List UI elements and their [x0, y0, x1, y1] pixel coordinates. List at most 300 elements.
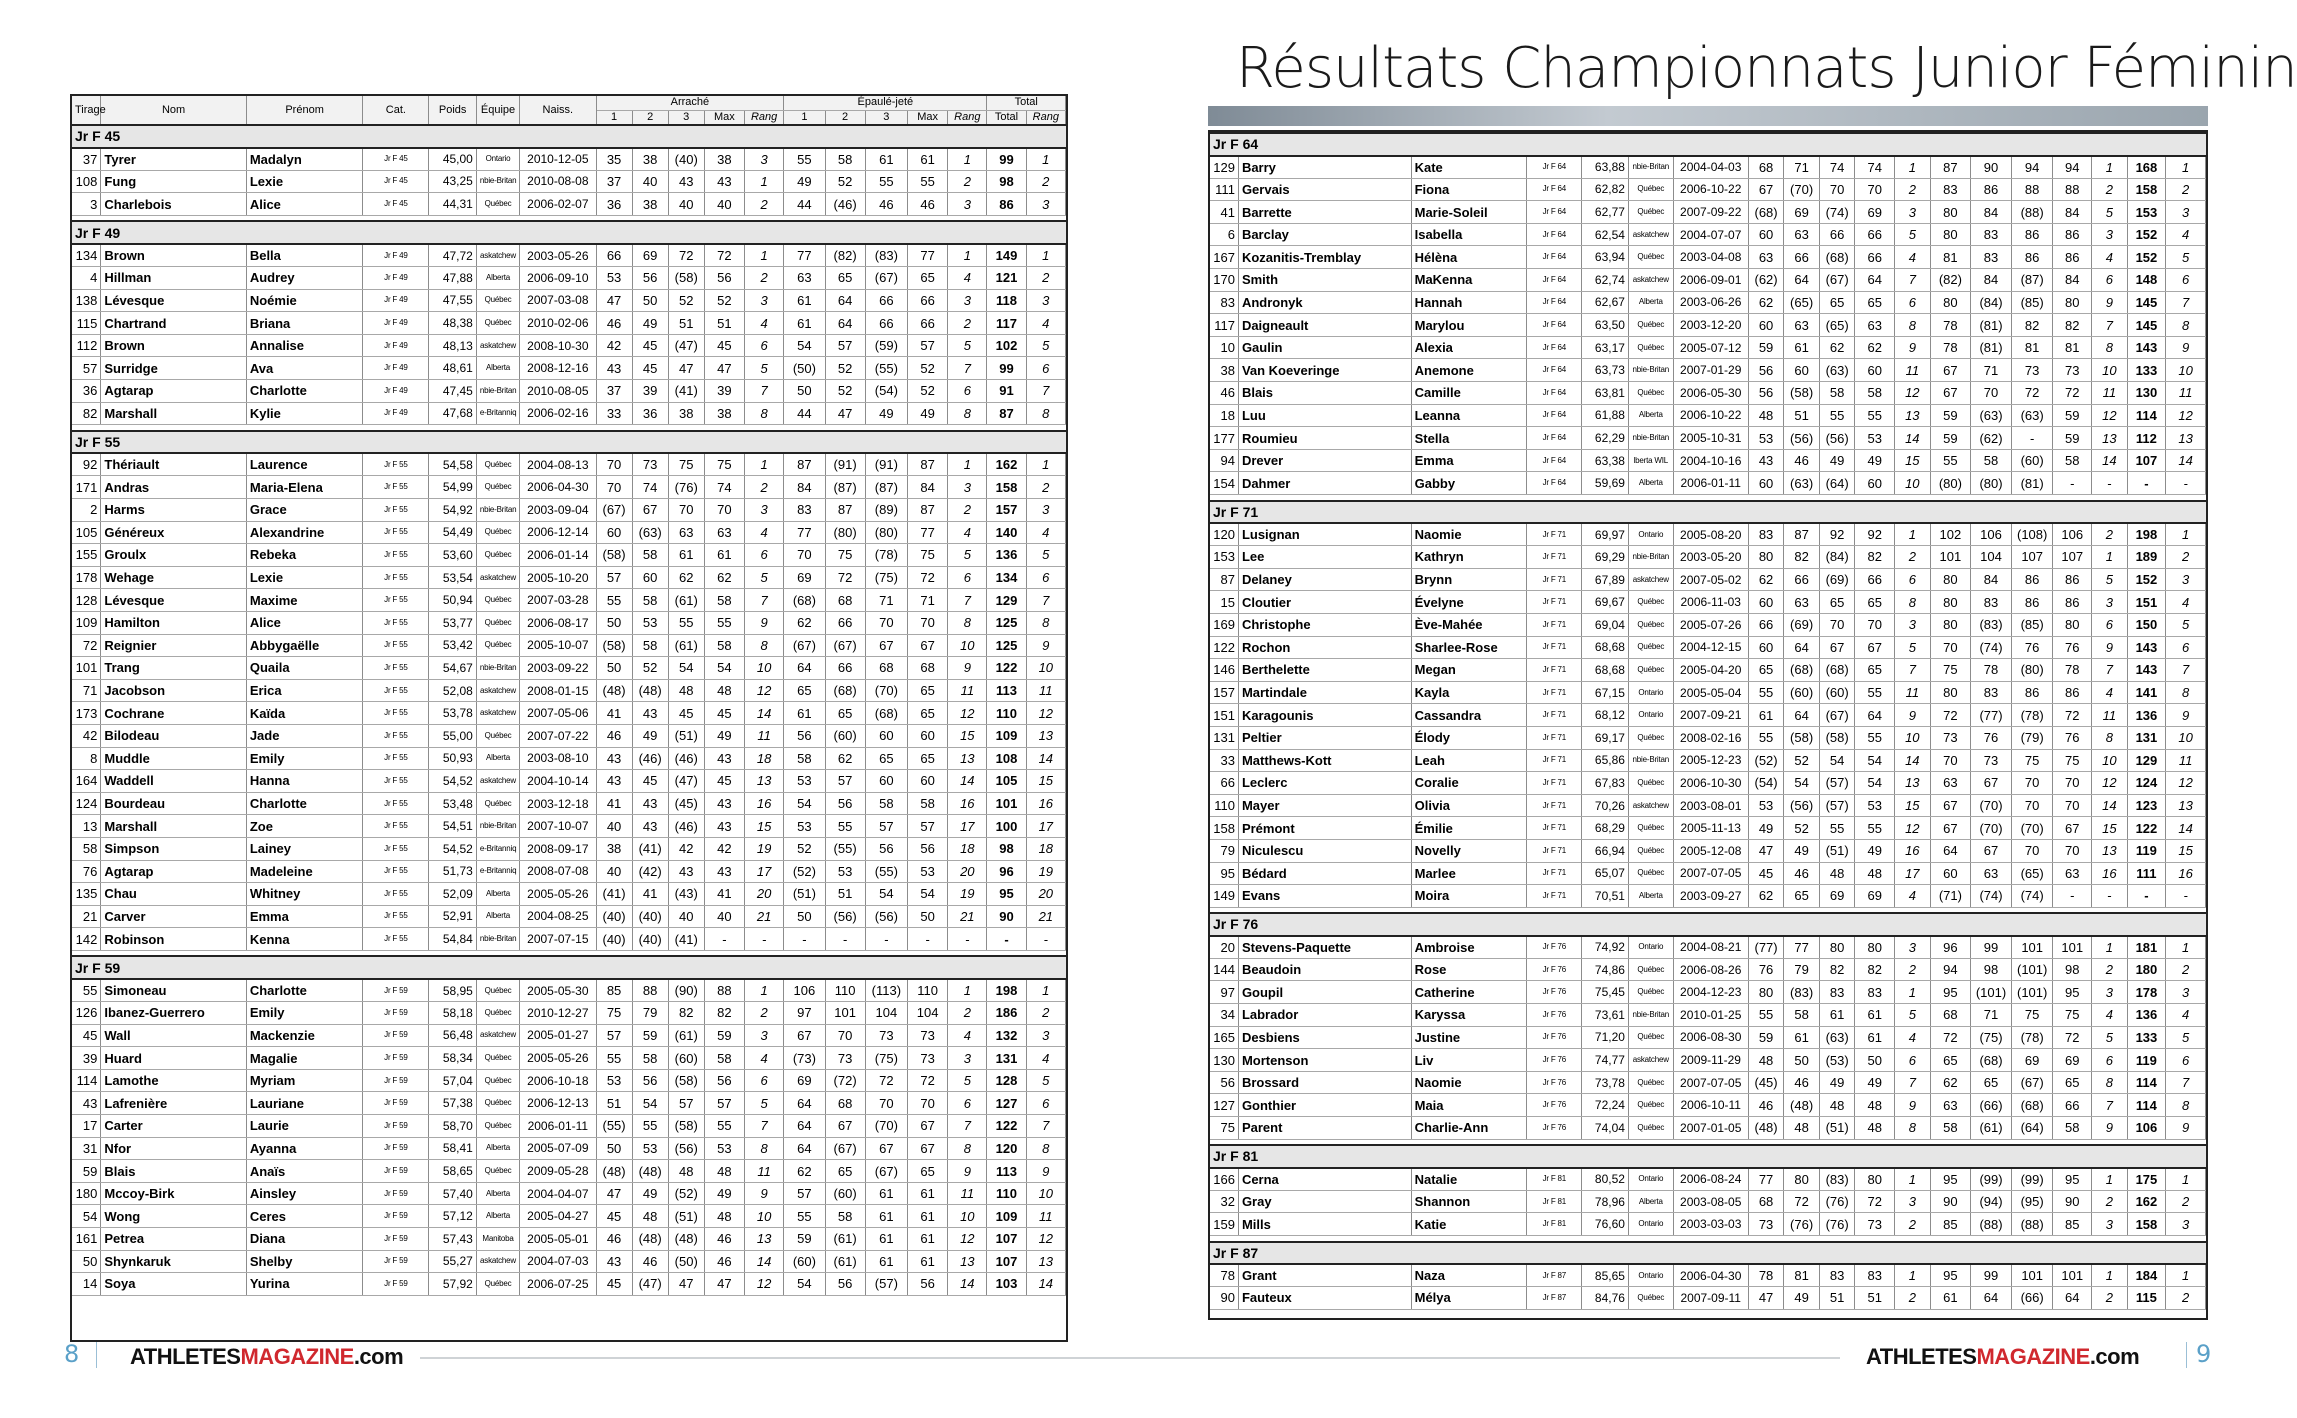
epaule-rang-cell: 8 — [948, 611, 987, 634]
nom-cell: Roumieu — [1238, 427, 1411, 450]
poids-cell: 62,74 — [1582, 269, 1629, 292]
epaule-3-cell: (80) — [2011, 659, 2053, 682]
poids-cell: 67,83 — [1582, 772, 1629, 795]
arrache-2-cell: (56) — [1784, 427, 1820, 450]
total-rang-cell: 13 — [1026, 1250, 1065, 1273]
tirage-cell: 173 — [72, 702, 101, 725]
arrache-max-cell: 48 — [704, 1205, 744, 1228]
arrache-max-cell: 55 — [704, 1115, 744, 1138]
table-row — [1210, 336, 2206, 359]
prenom-cell: Rose — [1411, 958, 1527, 981]
epaule-max-cell: 106 — [2053, 523, 2092, 546]
epaule-rang-cell: 3 — [2092, 223, 2128, 246]
arrache-rang-cell: 5 — [1895, 1004, 1931, 1027]
naiss-cell: 2003-09-22 — [520, 657, 596, 680]
epaule-1-cell: (68) — [784, 589, 825, 612]
epaule-rang-cell: 4 — [2092, 681, 2128, 704]
category-label: Jr F 45 — [72, 125, 1066, 148]
arrache-1-cell: 55 — [1748, 726, 1784, 749]
arrache-rang-cell: 13 — [745, 770, 784, 793]
arrache-max-cell: 53 — [1855, 794, 1895, 817]
epaule-1-cell: 62 — [784, 1160, 825, 1183]
tirage-cell: 114 — [72, 1069, 101, 1092]
epaule-3-cell: 94 — [2011, 156, 2053, 179]
tirage-cell: 159 — [1210, 1213, 1238, 1236]
arrache-3-cell: (67) — [1819, 704, 1855, 727]
epaule-2-cell: 58 — [825, 148, 865, 171]
epaule-1-cell: 58 — [784, 747, 825, 770]
arrache-3-cell: 65 — [1819, 591, 1855, 614]
total-cell: 114 — [2127, 1094, 2166, 1117]
table-row — [72, 1137, 1066, 1160]
nom-cell: Blais — [1238, 382, 1411, 405]
nom-cell: Carter — [101, 1115, 246, 1138]
epaule-rang-cell: 10 — [948, 1205, 987, 1228]
arrache-3-cell: (61) — [668, 589, 704, 612]
epaule-rang-cell: 18 — [948, 837, 987, 860]
epaule-rang-cell: 1 — [2092, 936, 2128, 959]
arrache-1-cell: 63 — [1748, 246, 1784, 269]
arrache-2-cell: 36 — [632, 402, 668, 425]
header-e3: 3 — [865, 110, 907, 125]
total-cell: 145 — [2127, 291, 2166, 314]
equipe-cell: Alberta — [476, 883, 519, 906]
epaule-2-cell: 65 — [825, 1160, 865, 1183]
total-cell: 106 — [2127, 1117, 2166, 1140]
total-rang-cell: 12 — [1026, 1228, 1065, 1251]
epaule-1-cell: 49 — [784, 170, 825, 193]
epaule-3-cell: 55 — [865, 170, 907, 193]
arrache-3-cell: 49 — [1819, 449, 1855, 472]
total-rang-cell: 5 — [1026, 544, 1065, 567]
epaule-3-cell: (55) — [865, 860, 907, 883]
epaule-1-cell: 57 — [784, 1182, 825, 1205]
epaule-rang-cell: 12 — [2092, 404, 2128, 427]
epaule-1-cell: 67 — [1930, 794, 1971, 817]
epaule-max-cell: 86 — [2053, 591, 2092, 614]
epaule-rang-cell: 2 — [948, 1002, 987, 1025]
table-row — [1210, 1094, 2206, 1117]
epaule-max-cell: 95 — [2053, 1168, 2092, 1191]
epaule-2-cell: (81) — [1971, 336, 2012, 359]
epaule-3-cell: (54) — [865, 380, 907, 403]
naiss-cell: 2008-02-16 — [1673, 726, 1748, 749]
naiss-cell: 2010-08-05 — [520, 380, 596, 403]
prenom-cell: Olivia — [1411, 794, 1527, 817]
nom-cell: Simpson — [101, 837, 246, 860]
tirage-cell: 97 — [1210, 981, 1238, 1004]
prenom-cell: Justine — [1411, 1026, 1527, 1049]
naiss-cell: 2006-10-30 — [1673, 772, 1748, 795]
arrache-2-cell: 79 — [632, 1002, 668, 1025]
equipe-cell: askatchew — [476, 566, 519, 589]
naiss-cell: 2004-08-13 — [520, 453, 596, 476]
arrache-3-cell: 92 — [1819, 523, 1855, 546]
nom-cell: Chau — [101, 883, 246, 906]
arrache-rang-cell: 16 — [745, 792, 784, 815]
nom-cell: Cerna — [1238, 1168, 1411, 1191]
arrache-1-cell: 48 — [1748, 1049, 1784, 1072]
arrache-2-cell: (60) — [1784, 681, 1820, 704]
nom-cell: Luu — [1238, 404, 1411, 427]
total-rang-cell: 5 — [2166, 613, 2206, 636]
nom-cell: Lévesque — [101, 289, 246, 312]
arrache-1-cell: 60 — [1748, 591, 1784, 614]
nom-cell: Agtarap — [101, 380, 246, 403]
arrache-2-cell: 56 — [632, 267, 668, 290]
arrache-3-cell: (51) — [668, 1205, 704, 1228]
table-row — [1210, 636, 2206, 659]
total-cell: 131 — [987, 1047, 1026, 1070]
poids-cell: 74,04 — [1582, 1117, 1629, 1140]
tirage-cell: 79 — [1210, 839, 1238, 862]
arrache-rang-cell: 1 — [1895, 156, 1931, 179]
epaule-1-cell: 69 — [784, 1069, 825, 1092]
epaule-max-cell: 85 — [2053, 1213, 2092, 1236]
left-results-panel — [70, 94, 1068, 1342]
total-rang-cell: 3 — [1026, 193, 1065, 216]
arrache-max-cell: 75 — [704, 453, 744, 476]
header-tirage: Tirage — [72, 96, 101, 125]
arrache-2-cell: 71 — [1784, 156, 1820, 179]
epaule-2-cell: (75) — [1971, 1026, 2012, 1049]
total-cell: 143 — [2127, 659, 2166, 682]
header-poids: Poids — [429, 96, 476, 125]
total-cell: 129 — [987, 589, 1026, 612]
total-cell: 158 — [987, 476, 1026, 499]
arrache-2-cell: 49 — [1784, 1287, 1820, 1310]
arrache-2-cell: (63) — [632, 521, 668, 544]
arrache-2-cell: 63 — [1784, 314, 1820, 337]
naiss-cell: 2006-12-13 — [520, 1092, 596, 1115]
arrache-rang-cell: 13 — [1895, 404, 1931, 427]
prenom-cell: Naomie — [1411, 1071, 1527, 1094]
tirage-cell: 83 — [1210, 291, 1238, 314]
prenom-cell: Erica — [246, 679, 363, 702]
epaule-1-cell: 102 — [1930, 523, 1971, 546]
table-row — [72, 928, 1066, 951]
cat-cell: Jr F 64 — [1527, 427, 1582, 450]
epaule-max-cell: 71 — [908, 589, 948, 612]
epaule-max-cell: 70 — [2053, 772, 2092, 795]
equipe-cell: askatchew — [1628, 1049, 1673, 1072]
equipe-cell: askatchew — [476, 244, 519, 267]
arrache-rang-cell: 2 — [1895, 178, 1931, 201]
cat-cell: Jr F 59 — [363, 1024, 429, 1047]
epaule-rang-cell: 16 — [948, 792, 987, 815]
cat-cell: Jr F 71 — [1527, 523, 1582, 546]
arrache-rang-cell: 10 — [745, 1205, 784, 1228]
epaule-2-cell: 52 — [825, 170, 865, 193]
epaule-rang-cell: 1 — [948, 453, 987, 476]
header-naiss: Naiss. — [520, 96, 596, 125]
nom-cell: Charlebois — [101, 193, 246, 216]
equipe-cell: Manitoba — [476, 1228, 519, 1251]
epaule-1-cell: 95 — [1930, 1264, 1971, 1287]
equipe-cell: nbie-Britan — [1628, 156, 1673, 179]
arrache-max-cell: 49 — [1855, 839, 1895, 862]
equipe-cell: Québec — [1628, 1287, 1673, 1310]
cat-cell: Jr F 64 — [1527, 336, 1582, 359]
poids-cell: 74,77 — [1582, 1049, 1629, 1072]
header-rang: Rang — [745, 110, 784, 125]
prenom-cell: Élody — [1411, 726, 1527, 749]
prenom-cell: Ava — [246, 357, 363, 380]
epaule-max-cell: 95 — [2053, 981, 2092, 1004]
epaule-3-cell: 61 — [865, 1228, 907, 1251]
arrache-max-cell: 40 — [704, 193, 744, 216]
arrache-2-cell: 58 — [632, 634, 668, 657]
poids-cell: 68,68 — [1582, 636, 1629, 659]
arrache-max-cell: 58 — [704, 1047, 744, 1070]
epaule-2-cell: 64 — [1971, 1287, 2012, 1310]
nom-cell: Prémont — [1238, 817, 1411, 840]
tirage-cell: 131 — [1210, 726, 1238, 749]
table-row — [72, 1002, 1066, 1025]
arrache-2-cell: 52 — [632, 657, 668, 680]
footer-brand-right — [1866, 1344, 2139, 1370]
arrache-max-cell: 88 — [704, 979, 744, 1002]
epaule-rang-cell: 11 — [948, 1182, 987, 1205]
epaule-1-cell: 63 — [784, 267, 825, 290]
equipe-cell: nbie-Britan — [1628, 427, 1673, 450]
arrache-rang-cell: 2 — [745, 476, 784, 499]
table-row — [72, 170, 1066, 193]
total-cell: 91 — [987, 380, 1026, 403]
total-rang-cell: 8 — [2166, 681, 2206, 704]
cat-cell: Jr F 55 — [363, 792, 429, 815]
nom-cell: Soya — [101, 1273, 246, 1296]
total-cell: 153 — [2127, 201, 2166, 224]
arrache-2-cell: 88 — [632, 979, 668, 1002]
prenom-cell: Charlotte — [246, 380, 363, 403]
total-cell: 95 — [987, 883, 1026, 906]
equipe-cell: Québec — [1628, 839, 1673, 862]
arrache-3-cell: 58 — [1819, 382, 1855, 405]
total-rang-cell: 5 — [1026, 1069, 1065, 1092]
epaule-2-cell: (46) — [825, 193, 865, 216]
poids-cell: 68,68 — [1582, 659, 1629, 682]
arrache-max-cell: 48 — [704, 679, 744, 702]
epaule-3-cell: 86 — [2011, 591, 2053, 614]
poids-cell: 66,94 — [1582, 839, 1629, 862]
prenom-cell: Maria-Elena — [246, 476, 363, 499]
nom-cell: Simoneau — [101, 979, 246, 1002]
tirage-cell: 142 — [72, 928, 101, 951]
equipe-cell: Québec — [476, 1092, 519, 1115]
equipe-cell: askatchew — [476, 334, 519, 357]
prenom-cell: Leah — [1411, 749, 1527, 772]
poids-cell: 67,89 — [1582, 568, 1629, 591]
epaule-3-cell: (78) — [865, 544, 907, 567]
tirage-cell: 42 — [72, 724, 101, 747]
epaule-rang-cell: 2 — [948, 170, 987, 193]
arrache-rang-cell: 9 — [1895, 704, 1931, 727]
total-rang-cell: 4 — [2166, 591, 2206, 614]
epaule-rang-cell: 10 — [2092, 359, 2128, 382]
naiss-cell: 2005-05-26 — [520, 1047, 596, 1070]
epaule-max-cell: 64 — [2053, 1287, 2092, 1310]
nom-cell: Lee — [1238, 546, 1411, 569]
epaule-max-cell: 58 — [2053, 449, 2092, 472]
header-arrache: Arraché — [596, 96, 784, 110]
poids-cell: 62,67 — [1582, 291, 1629, 314]
arrache-rang-cell: 7 — [1895, 1071, 1931, 1094]
epaule-1-cell: 64 — [784, 657, 825, 680]
epaule-2-cell: 66 — [825, 611, 865, 634]
epaule-2-cell: 55 — [825, 815, 865, 838]
equipe-cell: Québec — [1628, 246, 1673, 269]
epaule-3-cell: 101 — [2011, 1264, 2053, 1287]
epaule-rang-cell: 5 — [948, 1069, 987, 1092]
arrache-1-cell: (58) — [596, 544, 632, 567]
arrache-3-cell: 52 — [668, 289, 704, 312]
epaule-rang-cell: 6 — [948, 566, 987, 589]
arrache-3-cell: 75 — [668, 453, 704, 476]
cat-cell: Jr F 59 — [363, 1160, 429, 1183]
epaule-max-cell: 46 — [908, 193, 948, 216]
epaule-rang-cell: 7 — [2092, 314, 2128, 337]
naiss-cell: 2005-12-23 — [1673, 749, 1748, 772]
arrache-2-cell: 49 — [632, 724, 668, 747]
naiss-cell: 2004-04-07 — [520, 1182, 596, 1205]
arrache-2-cell: 59 — [632, 1024, 668, 1047]
prenom-cell: Laurence — [246, 453, 363, 476]
prenom-cell: Natalie — [1411, 1168, 1527, 1191]
epaule-2-cell: 65 — [825, 702, 865, 725]
cat-cell: Jr F 64 — [1527, 291, 1582, 314]
table-row — [1210, 862, 2206, 885]
tirage-cell: 50 — [72, 1250, 101, 1273]
cat-cell: Jr F 64 — [1527, 269, 1582, 292]
epaule-rang-cell: 3 — [948, 1047, 987, 1070]
nom-cell: Reignier — [101, 634, 246, 657]
tirage-cell: 18 — [1210, 404, 1238, 427]
epaule-3-cell: 86 — [2011, 681, 2053, 704]
arrache-2-cell: 60 — [632, 566, 668, 589]
naiss-cell: 2010-02-06 — [520, 312, 596, 335]
naiss-cell: 2003-08-10 — [520, 747, 596, 770]
epaule-3-cell: 67 — [865, 1137, 907, 1160]
nom-cell: Wall — [101, 1024, 246, 1047]
arrache-max-cell: 48 — [704, 1160, 744, 1183]
nom-cell: Gray — [1238, 1190, 1411, 1213]
epaule-2-cell: (62) — [1971, 427, 2012, 450]
epaule-2-cell: (72) — [825, 1069, 865, 1092]
prenom-cell: Madalyn — [246, 148, 363, 171]
epaule-3-cell: 66 — [865, 289, 907, 312]
arrache-1-cell: 51 — [596, 1092, 632, 1115]
total-rang-cell: 1 — [2166, 523, 2206, 546]
cat-cell: Jr F 71 — [1527, 862, 1582, 885]
epaule-rang-cell: 6 — [2092, 1049, 2128, 1072]
arrache-3-cell: (74) — [1819, 201, 1855, 224]
arrache-max-cell: 73 — [1855, 1213, 1895, 1236]
total-rang-cell: 4 — [1026, 312, 1065, 335]
arrache-1-cell: 43 — [596, 747, 632, 770]
epaule-3-cell: (57) — [865, 1273, 907, 1296]
tirage-cell: 151 — [1210, 704, 1238, 727]
equipe-cell: Québec — [1628, 958, 1673, 981]
prenom-cell: Audrey — [246, 267, 363, 290]
tirage-cell: 33 — [1210, 749, 1238, 772]
tirage-cell: 177 — [1210, 427, 1238, 450]
cat-cell: Jr F 71 — [1527, 772, 1582, 795]
category-header-row — [1210, 501, 2206, 524]
table-row — [72, 589, 1066, 612]
category-header-row — [72, 956, 1066, 979]
arrache-2-cell: 43 — [632, 792, 668, 815]
epaule-rang-cell: 6 — [2092, 613, 2128, 636]
epaule-rang-cell: 7 — [2092, 659, 2128, 682]
arrache-3-cell: 83 — [1819, 981, 1855, 1004]
nom-cell: Cochrane — [101, 702, 246, 725]
cat-cell: Jr F 55 — [363, 544, 429, 567]
epaule-1-cell: 64 — [1930, 839, 1971, 862]
arrache-1-cell: 80 — [1748, 981, 1784, 1004]
cat-cell: Jr F 49 — [363, 312, 429, 335]
total-rang-cell: 17 — [1026, 815, 1065, 838]
table-row — [72, 1160, 1066, 1183]
arrache-2-cell: 49 — [632, 312, 668, 335]
naiss-cell: 2003-05-26 — [520, 244, 596, 267]
cat-cell: Jr F 64 — [1527, 156, 1582, 179]
epaule-max-cell: 57 — [908, 815, 948, 838]
tirage-cell: 58 — [72, 837, 101, 860]
prenom-cell: Ainsley — [246, 1182, 363, 1205]
epaule-rang-cell: 14 — [2092, 794, 2128, 817]
equipe-cell: nbie-Britan — [476, 170, 519, 193]
nom-cell: Shynkaruk — [101, 1250, 246, 1273]
epaule-rang-cell: 6 — [948, 380, 987, 403]
equipe-cell: Québec — [1628, 862, 1673, 885]
table-row — [72, 679, 1066, 702]
footer-brand-left — [130, 1344, 403, 1370]
arrache-rang-cell: 3 — [745, 289, 784, 312]
total-cell: - — [2127, 472, 2166, 495]
tirage-cell: 167 — [1210, 246, 1238, 269]
total-rang-cell: 7 — [1026, 589, 1065, 612]
arrache-1-cell: 55 — [596, 1047, 632, 1070]
epaule-2-cell: 65 — [825, 267, 865, 290]
arrache-rang-cell: 11 — [1895, 359, 1931, 382]
arrache-2-cell: 54 — [632, 1092, 668, 1115]
cat-cell: Jr F 76 — [1527, 1004, 1582, 1027]
total-cell: 111 — [2127, 862, 2166, 885]
naiss-cell: 2007-01-29 — [1673, 359, 1748, 382]
brand-part-com: .com — [2089, 1344, 2140, 1369]
epaule-max-cell: 61 — [908, 1228, 948, 1251]
arrache-1-cell: 46 — [596, 312, 632, 335]
arrache-2-cell: 50 — [632, 289, 668, 312]
nom-cell: Labrador — [1238, 1004, 1411, 1027]
table-row — [72, 453, 1066, 476]
prenom-cell: Kate — [1411, 156, 1527, 179]
total-rang-cell: 3 — [1026, 289, 1065, 312]
arrache-3-cell: (56) — [668, 1137, 704, 1160]
total-rang-cell: 14 — [2166, 449, 2206, 472]
tirage-cell: 124 — [72, 792, 101, 815]
prenom-cell: Jade — [246, 724, 363, 747]
header-max: Max — [704, 110, 744, 125]
naiss-cell: 2006-08-24 — [1673, 1168, 1748, 1191]
epaule-2-cell: (70) — [1971, 794, 2012, 817]
epaule-max-cell: 52 — [908, 380, 948, 403]
epaule-3-cell: 58 — [865, 792, 907, 815]
nom-cell: Marshall — [101, 815, 246, 838]
table-row — [1210, 958, 2206, 981]
tirage-cell: 31 — [72, 1137, 101, 1160]
